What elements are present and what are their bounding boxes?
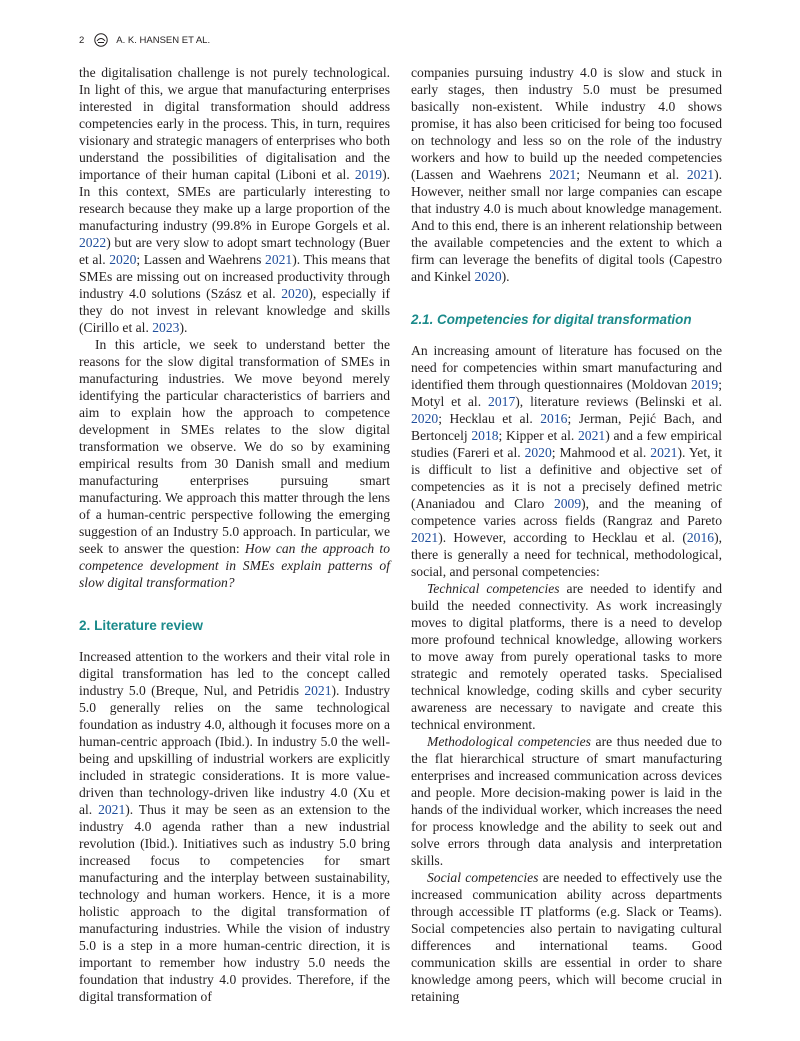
body-text: are needed to effectively use the increased communication ability across departments through accessible IT platforms (e.g. Slack or Teams). Social competencies also pertain to navigating cultural differences and international teams. Good communication skills are essential in order to share knowledge among peers, which will become crucial in retaining bbox=[411, 870, 722, 1004]
body-text: ) but are very slow to adopt smart technology (Buer et al. bbox=[79, 235, 390, 267]
citation-link[interactable]: 2016 bbox=[686, 530, 715, 545]
citation-link[interactable]: 2019 bbox=[354, 167, 383, 182]
paragraph bbox=[411, 64, 722, 285]
paragraph bbox=[411, 580, 722, 733]
body-text: ), especially if they do not invest in relevant knowledge and skills (Cirillo et al. bbox=[79, 286, 391, 335]
citation-link[interactable]: 2020 bbox=[474, 269, 502, 284]
body-text: ). Thus it may be seen as an extension to the industry 4.0 agenda rather than a new industrial revolution (Ibid.). Initiatives such as industry 5.0 bring increased focus to competencies for smart manufacturing and the interplay between sustainability, technology and human workers. Hence, it is a more holistic approach to the digital transformation of manufacturing industries. While the vision of industry 5.0 is a step in a more human-centric direction, it is important to remember how industry 5.0 needs the foundation that industry 4.0 provides. Therefore, if the digital transformation of bbox=[79, 802, 390, 1004]
body-text: ). This means that SMEs are missing out on increased productivity through industry 4.0 solutions (Szász et al. bbox=[79, 252, 390, 301]
subsection-heading: 2.1. Competencies for digital transformation bbox=[411, 312, 692, 327]
paragraph bbox=[411, 869, 722, 1005]
citation-link[interactable]: 2009 bbox=[553, 496, 582, 511]
citation-link[interactable]: 2021 bbox=[265, 252, 293, 267]
body-text: ; Lassen and Waehrens bbox=[136, 252, 266, 267]
citation-link[interactable]: 2021 bbox=[578, 428, 606, 443]
citation-link[interactable]: 2019 bbox=[691, 377, 719, 392]
body-text: companies pursuing industry 4.0 is slow and stuck in early stages, then industry 5.0 must be presumed basically non-existent. While industry 4.0 shows promise, it has also been criticised for being too focused on technology and less so on the role of the industry workers and how to build up the needed competencies (Lassen and Waehrens bbox=[411, 65, 722, 182]
left-column bbox=[79, 64, 390, 1005]
citation-link[interactable]: 2016 bbox=[540, 411, 568, 426]
italic-text: Technical competencies bbox=[427, 581, 560, 596]
running-header bbox=[79, 32, 210, 48]
body-text: ; Hecklau et al. bbox=[438, 411, 541, 426]
paragraph bbox=[411, 733, 722, 869]
body-text: ; Motyl et al. bbox=[411, 377, 722, 409]
body-text: ), there is generally a need for technical, methodological, social, and personal competencies: bbox=[411, 530, 722, 579]
body-text: An increasing amount of literature has focused on the need for competencies within smart manufacturing and identified them through questionnaires (Moldovan bbox=[411, 343, 722, 392]
citation-link[interactable]: 2021 bbox=[686, 167, 715, 182]
journal-logo-icon bbox=[94, 33, 108, 47]
right-column bbox=[411, 64, 722, 1005]
citation-link[interactable]: 2020 bbox=[411, 411, 439, 426]
body-text: ). bbox=[179, 320, 188, 335]
body-text: are needed to identify and build the needed connectivity. As work increasingly moves to digital platforms, there is a need to develop more profound technical knowledge, allowing workers to move away from purely operational tasks to more strategic and remotely operated tasks. Specialised technical knowledge, coding skills and cyber security awareness are necessary to navigate and create this technical environment. bbox=[411, 581, 722, 732]
body-text: ; Jerman, Pejić Bach, and Bertoncelj bbox=[411, 411, 722, 443]
citation-link[interactable]: 2021 bbox=[411, 530, 439, 545]
body-text: ; Neumann et al. bbox=[576, 167, 687, 182]
citation-link[interactable]: 2021 bbox=[549, 167, 577, 182]
body-text: ). However, neither small nor large companies can escape that industry 4.0 is much about knowledge management. And to this end, there is an inherent relationship between the available competencies and the extent to which a firm can leverage the benefits of digital tools (Capestro and Kinkel bbox=[411, 167, 722, 284]
body-text: ). bbox=[501, 269, 510, 284]
italic-text: How can the approach to competence development in SMEs explain patterns of slow digital transformation? bbox=[79, 541, 391, 590]
body-text: Increased attention to the workers and their vital role in digital transformation has led to the concept called industry 5.0 (Breque, Nul, and Petridis bbox=[79, 649, 390, 698]
citation-link[interactable]: 2020 bbox=[281, 286, 309, 301]
running-header-authors: A. K. HANSEN ET AL. bbox=[116, 34, 211, 46]
page-number: 2 bbox=[79, 34, 85, 46]
paragraph bbox=[411, 342, 722, 580]
body-text: the digitalisation challenge is not purely technological. In light of this, we argue that manufacturing enterprises interested in digital transformation should address competencies early in the process. This, in turn, requires visionary and strategic managers of enterprises who both understand the possibilities of digitalisation and the importance of their human capital (Liboni et al. bbox=[79, 65, 390, 182]
body-text: ; Kipper et al. bbox=[498, 428, 578, 443]
body-text: ). In this context, SMEs are particularly interesting to research because they make up a large proportion of the manufacturing industry (99.8% in Europe Gorgels et al. bbox=[79, 167, 390, 233]
body-text: ; Mahmood et al. bbox=[551, 445, 651, 460]
citation-link[interactable]: 2018 bbox=[471, 428, 499, 443]
section-heading: 2. Literature review bbox=[79, 618, 203, 633]
body-text: ), and the meaning of competence varies across fields (Rangraz and Pareto bbox=[411, 496, 722, 528]
citation-link[interactable]: 2020 bbox=[109, 252, 137, 267]
citation-link[interactable]: 2021 bbox=[98, 802, 126, 817]
citation-link[interactable]: 2023 bbox=[152, 320, 180, 335]
citation-link[interactable]: 2021 bbox=[304, 683, 332, 698]
body-text: In this article, we seek to understand better the reasons for the slow digital transformation of SMEs in manufacturing industries. We move beyond merely identifying the particular characteristics of barriers and aim to explain how the approach to competence development in SMEs relates to the slow digital transformation we observe. We do so by examining empirical results from 30 Danish small and medium manufacturing enterprises pursuing smart manufacturing. We approach this matter through the lens of a human-centric perspective following the emerging suggestion of an Industry 5.0 approach. In particular, we seek to answer the question: bbox=[79, 337, 390, 556]
body-text: ). Yet, it is difficult to list a definitive and objective set of competencies as it is not a precisely defined metric (Ananiadou and Claro bbox=[411, 445, 722, 511]
italic-text: Social competencies bbox=[427, 870, 539, 885]
body-text: ) and a few empirical studies (Fareri et al. bbox=[411, 428, 722, 460]
italic-text: Methodological competencies bbox=[427, 734, 591, 749]
body-text: ). However, according to Hecklau et al. ( bbox=[438, 530, 687, 545]
paragraph bbox=[79, 64, 390, 336]
paragraph bbox=[79, 648, 390, 1005]
citation-link[interactable]: 2022 bbox=[79, 235, 107, 250]
body-text: ). Industry 5.0 generally relies on the same technological foundation as industry 4.0, although it focuses more on a human-centric approach (Ibid.). In industry 5.0 the well-being and upskilling of industrial workers are explicitly included in strategic considerations. It is more value-driven than technology-driven like industry 4.0 (Xu et al. bbox=[79, 683, 391, 817]
paragraph bbox=[79, 336, 390, 591]
citation-link[interactable]: 2021 bbox=[650, 445, 678, 460]
body-text: are thus needed due to the flat hierarchical structure of smart manufacturing enterprises and increased communication across devices and people. More decision-making power is laid in the hands of the individual worker, which increases the need for process knowledge and the ability to seek out and solve errors through data analysis and interpretation skills. bbox=[411, 734, 722, 868]
body-text: ), literature reviews (Belinski et al. bbox=[515, 394, 722, 409]
citation-link[interactable]: 2020 bbox=[524, 445, 552, 460]
citation-link[interactable]: 2017 bbox=[488, 394, 516, 409]
